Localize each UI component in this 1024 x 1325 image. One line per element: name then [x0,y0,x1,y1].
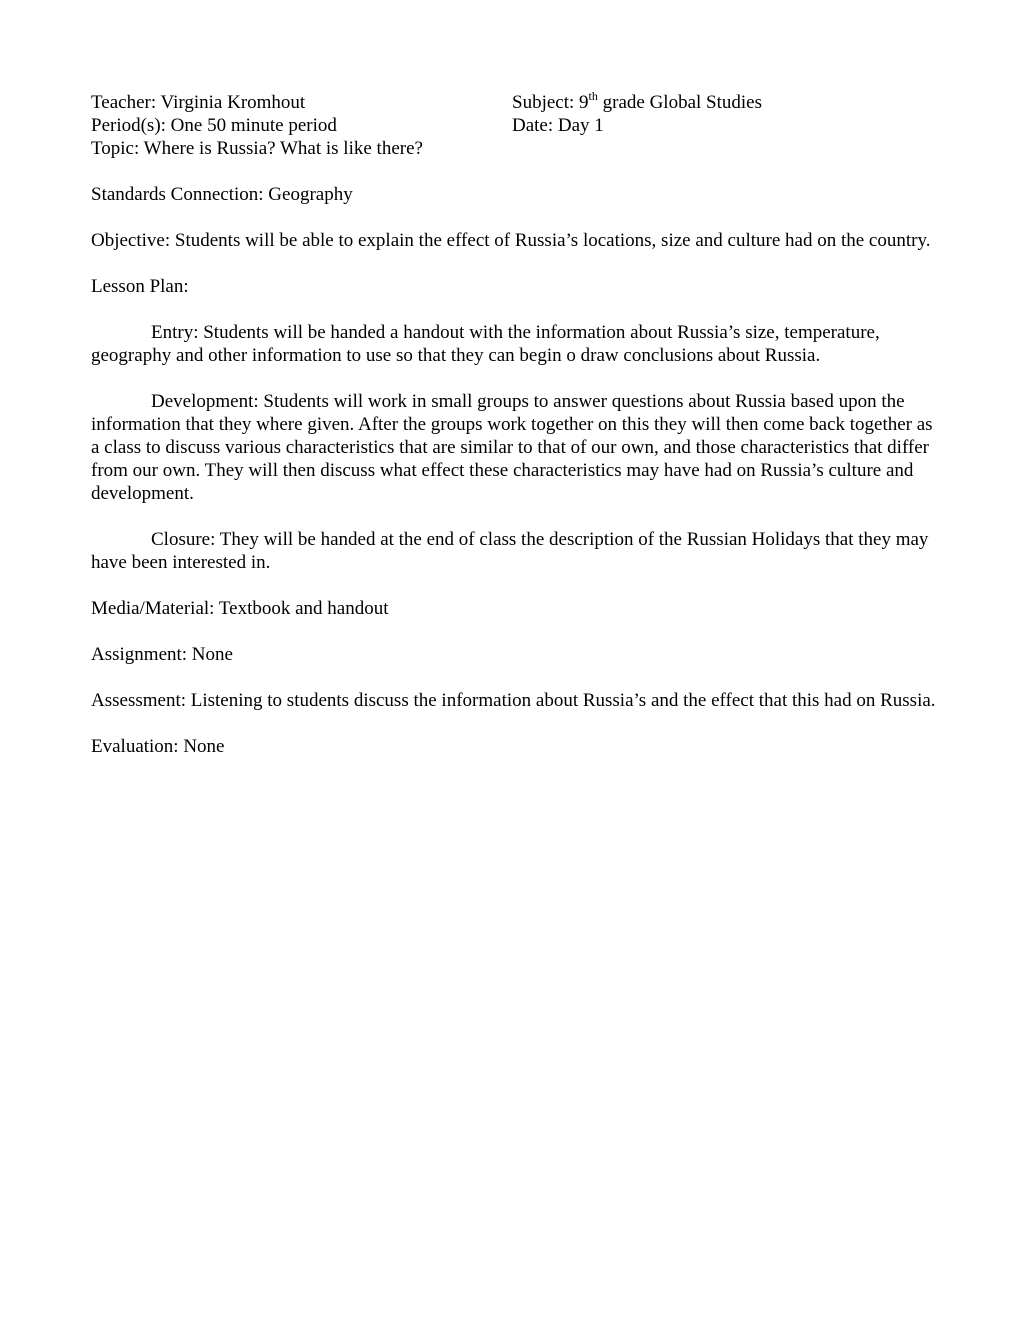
closure-paragraph: Closure: They will be handed at the end of class the description of the Russian Holidays that they may have been interested in. [91,529,929,573]
spacer [91,298,941,321]
entry-paragraph: Entry: Students will be handed a handout with the information about Russia’s size, temperature, geography and other information to use so that they can begin o draw conclusions about Russia. [91,322,880,366]
assessment-paragraph: Assessment: Listening to students discuss the information about Russia’s and the effect that this had on Russia. [91,690,936,711]
objective-paragraph: Objective: Students will be able to explain the effect of Russia’s locations, size and culture had on the country. [91,230,931,251]
development-paragraph: Development: Students will work in small groups to answer questions about Russia based upon the information that they where given. After the groups work together on this they will then come back together as a class to discuss various characteristics that are similar to that of our own, and those characteristics that differ from our own. They will then discuss what effect these characteristics may have had on Russia’s culture and development. [91,391,933,504]
spacer [91,252,941,275]
spacer [91,160,941,183]
assignment-paragraph: Assignment: None [91,644,233,665]
spacer [91,712,941,735]
spacer [91,666,941,689]
standards-paragraph: Standards Connection: Geography [91,184,353,205]
subject-suffix: grade Global Studies [597,92,762,113]
header-row-2 [91,114,941,137]
periods-line: Period(s): One 50 minute period [91,115,337,136]
subject-line [512,88,941,114]
spacer [91,367,941,390]
spacer [91,620,941,643]
lesson-plan-heading: Lesson Plan: [91,276,189,297]
spacer [91,206,941,229]
date-line: Date: Day 1 [512,115,604,136]
subject-prefix: Subject: 9 [512,92,589,113]
topic-line: Topic: Where is Russia? What is like there? [91,138,423,159]
teacher-line: Teacher: Virginia Kromhout [91,92,306,113]
header-row-1 [91,88,941,114]
spacer [91,505,941,528]
subject-superscript: th [588,88,598,103]
header-row-3 [91,137,941,160]
document-body [91,88,941,758]
evaluation-paragraph: Evaluation: None [91,736,225,757]
media-paragraph: Media/Material: Textbook and handout [91,598,389,619]
spacer [91,574,941,597]
